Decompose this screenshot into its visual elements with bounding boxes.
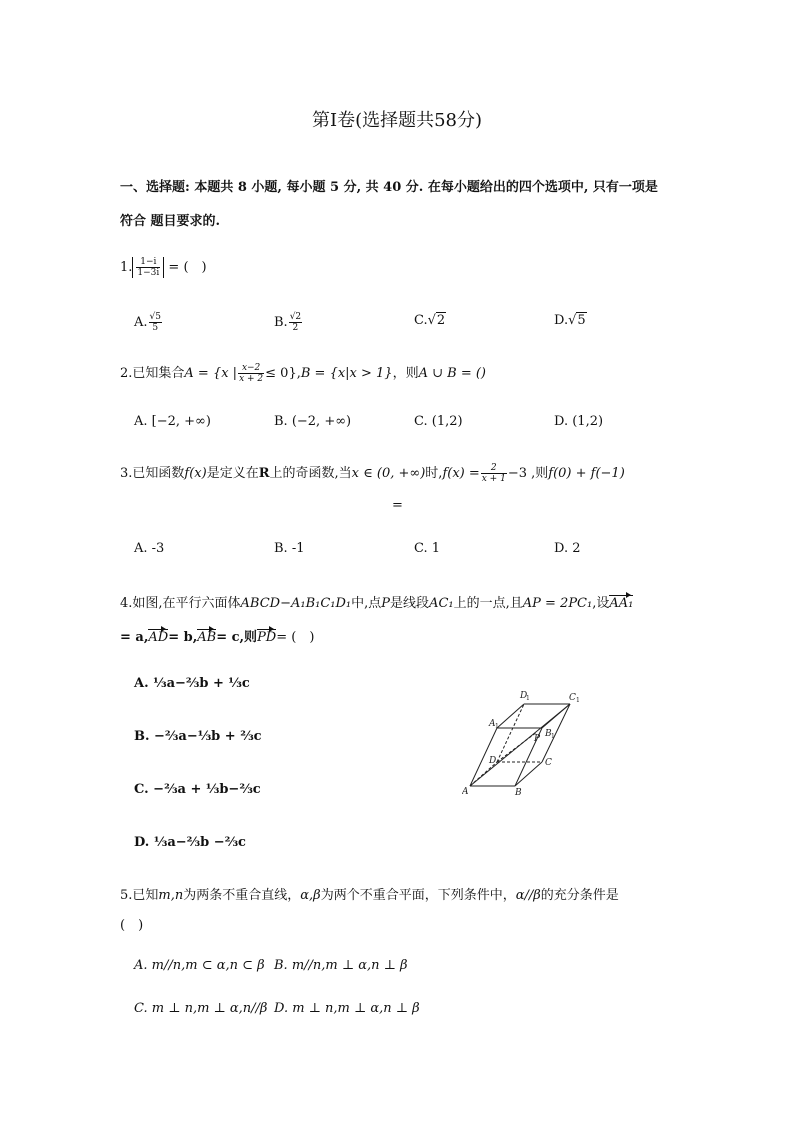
option-c[interactable]: C. (1,2): [414, 414, 463, 429]
fraction-denominator: 1−3i: [137, 268, 160, 278]
label-d1: D: [520, 691, 528, 701]
function-name: f(x): [184, 466, 207, 481]
vector-b-def: = b,: [168, 630, 198, 645]
equals-sign: =: [392, 498, 403, 513]
question-text: −3 ,则: [507, 466, 549, 481]
vector-aa1: AA₁: [609, 596, 634, 611]
question-text: 时,: [425, 466, 443, 481]
subscript-d1: 1: [526, 695, 530, 702]
segment: AC₁: [429, 596, 454, 611]
set-a: A = {x |: [184, 366, 238, 381]
option-c[interactable]: C. m ⊥ n,m ⊥ α,n//β: [134, 1001, 268, 1016]
question-text: 上的奇函数,当: [269, 466, 352, 481]
option-b[interactable]: B. −⅔a−⅓b + ⅔c: [134, 729, 262, 744]
vector-ad: AD: [148, 630, 169, 645]
label-b1: B: [545, 729, 552, 739]
option-a[interactable]: A. [−2, +∞): [134, 414, 211, 429]
option-d[interactable]: D. (1,2): [554, 414, 604, 429]
parallelepiped-figure: [462, 686, 592, 796]
fraction-denominator: x + 2: [239, 374, 264, 384]
fraction-numerator: √5: [149, 312, 161, 322]
lines-mn: m,n: [158, 888, 184, 903]
label-a: A: [462, 787, 469, 796]
question-text: ，则: [392, 366, 419, 381]
option-c[interactable]: C.√2: [414, 313, 446, 328]
option-c[interactable]: C. 1: [414, 541, 441, 556]
option-label: B.: [274, 315, 288, 330]
page-title: 第Ⅰ卷(选择题共58分): [311, 110, 483, 131]
option-a[interactable]: [134, 312, 163, 333]
question-4-line1: [120, 592, 633, 611]
option-a[interactable]: A. ⅓a−⅔b + ⅓c: [134, 676, 250, 691]
label-p: P: [534, 734, 541, 744]
question-text: 2.已知集合: [120, 366, 185, 381]
fraction-denominator: 5: [152, 323, 159, 333]
diagonal-ac1: [470, 704, 570, 786]
question-text: 3.已知函数: [120, 466, 185, 481]
vector-pd: PD: [257, 630, 277, 645]
vector-ab: AB: [197, 630, 217, 645]
radicand: 5: [577, 313, 586, 328]
absolute-value: [132, 257, 164, 278]
fraction-numerator: 2: [481, 463, 507, 474]
edge-bc: [515, 762, 542, 786]
radicand: 2: [436, 313, 446, 328]
set-b: B = {x|x > 1}: [300, 366, 393, 381]
label-d: D: [489, 756, 497, 766]
question-text: 中,点: [351, 596, 382, 611]
domain: x ∈ (0, +∞): [351, 466, 426, 481]
option-b[interactable]: B. m//n,m ⊥ α,n ⊥ β: [274, 958, 408, 973]
vector-a-def: = a,: [120, 630, 149, 645]
option-d[interactable]: D.√5: [554, 313, 586, 328]
real-set: R: [258, 466, 270, 481]
question-text: 为两条不重合直线，: [183, 888, 301, 903]
option-d[interactable]: D. ⅓a−⅔b −⅔c: [134, 835, 246, 850]
label-b: B: [515, 788, 522, 796]
function-def: f(x) =: [442, 466, 480, 481]
label-a1: A: [489, 719, 496, 729]
section-heading-line2: 符合 题目要求的.: [120, 214, 221, 229]
subscript-b1: 1: [551, 733, 555, 740]
section-heading-line1: 一、选择题: 本题共 8 小题, 每小题 5 分, 共 40 分. 在每小题给出的四个选项中, 只有一项是: [120, 180, 658, 195]
set-a-tail: ≤ 0},: [265, 366, 301, 381]
fraction-numerator: 1−i: [136, 257, 160, 268]
union-expression: A ∪ B = (): [418, 366, 487, 381]
question-1: [120, 256, 207, 278]
sum-expression: f(0) + f(−1): [548, 466, 625, 481]
option-label: C.: [414, 313, 428, 328]
question-tail: = ( ): [168, 260, 207, 275]
question-text: ,设: [592, 596, 610, 611]
option-d[interactable]: D. m ⊥ n,m ⊥ α,n ⊥ β: [274, 1001, 420, 1016]
segment-pd: [497, 732, 537, 762]
question-tail: = ( ): [276, 630, 315, 645]
option-d[interactable]: D. 2: [554, 541, 581, 556]
question-4-line2: [120, 626, 314, 645]
question-text: 的充分条件是: [540, 888, 619, 903]
option-b[interactable]: [274, 312, 303, 333]
option-label: D.: [554, 313, 569, 328]
fraction-numerator: √2: [289, 312, 302, 322]
option-label: A.: [134, 315, 148, 330]
subscript-c1: 1: [576, 697, 580, 704]
question-5-line2: ( ): [120, 918, 144, 933]
option-b[interactable]: B. -1: [274, 541, 305, 556]
question-text: 5.已知: [120, 888, 159, 903]
solid-name: ABCD−A₁B₁C₁D₁: [240, 596, 352, 611]
subscript-a1: 1: [495, 723, 499, 730]
option-b[interactable]: B. (−2, +∞): [274, 414, 352, 429]
fraction-denominator: 2: [292, 323, 299, 333]
fraction-denominator: x + 1: [481, 474, 506, 484]
label-c: C: [545, 758, 552, 768]
edge-a1d1: [497, 704, 524, 728]
label-c1: C: [569, 693, 576, 703]
parallel-relation: α//β: [515, 888, 541, 903]
option-a[interactable]: A. -3: [134, 541, 165, 556]
question-text: 为两个不重合平面，下列条件中，: [320, 888, 516, 903]
point-p: P: [381, 596, 391, 611]
question-text: 4.如图,在平行六面体: [120, 596, 241, 611]
question-3: [120, 462, 625, 484]
relation: AP = 2PC₁: [522, 596, 593, 611]
question-5-line1: [120, 884, 619, 903]
question-text: 是线段: [390, 596, 430, 611]
question-text: 上的一点,且: [453, 596, 523, 611]
option-c[interactable]: C. −⅔a + ⅓b−⅔c: [134, 782, 261, 797]
question-2: [120, 362, 486, 384]
question-text: 是定义在: [206, 466, 259, 481]
option-a[interactable]: A. m//n,m ⊂ α,n ⊂ β: [134, 958, 265, 973]
fraction-numerator: x−2: [238, 363, 264, 374]
question-number: 1.: [120, 260, 133, 275]
vector-c-def: = c,则: [216, 630, 258, 645]
planes-ab: α,β: [300, 888, 321, 903]
